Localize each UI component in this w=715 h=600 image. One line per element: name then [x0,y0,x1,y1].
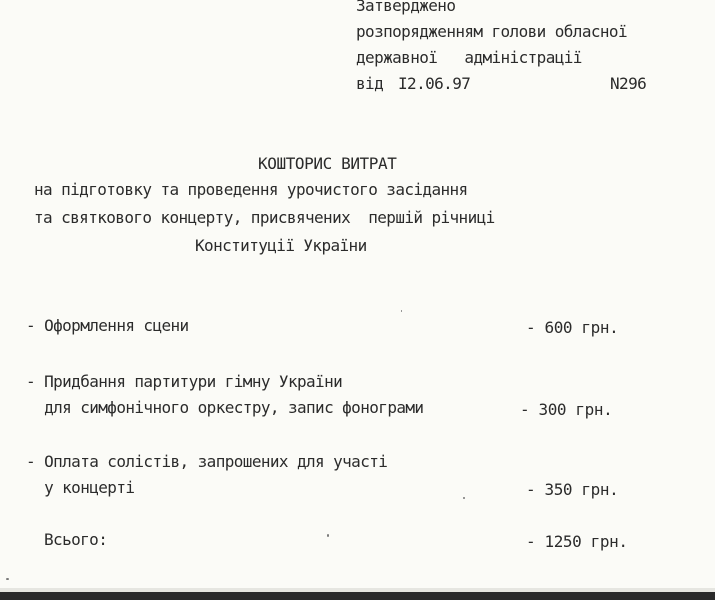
expense-item-description-cont: для симфонічного оркестру, запис фонограми [26,398,424,417]
expense-item-description: - Оплата солістів, запрошених для участі [26,452,388,471]
approval-line-order: розпорядженням голови обласної [356,22,627,41]
approval-date: I2.06.97 [398,74,471,93]
expense-item-amount: - 300 грн. [520,400,613,419]
expense-item-description-cont: у концерті [26,478,135,497]
approval-line-approved: Затверджено [356,0,456,15]
scan-speck [327,534,329,537]
title-line-4: Конституції України [195,236,367,255]
expense-item-amount: - 600 грн. [526,318,619,337]
expense-item-amount: - 350 грн. [526,480,619,499]
scan-speck [401,310,402,312]
approval-line-administration: державної адміністрації [356,48,582,67]
title-line-3: та святкового концерту, присвячених першій річниці [34,208,495,227]
approval-date-prefix: від [356,74,384,93]
document-title: КОШТОРИС ВИТРАТ [258,154,397,173]
total-amount: - 1250 грн. [526,532,628,551]
expense-item-description: - Оформлення сцени [26,316,189,335]
scan-bottom-edge [0,592,715,600]
scan-speck [6,578,9,580]
scan-speck [463,497,465,499]
total-label: Всього: [44,530,108,549]
expense-item-description: - Придбання партитури гімну України [26,372,343,391]
approval-number: N296 [610,74,647,93]
title-line-2: на підготовку та проведення урочистого засідання [34,180,468,199]
